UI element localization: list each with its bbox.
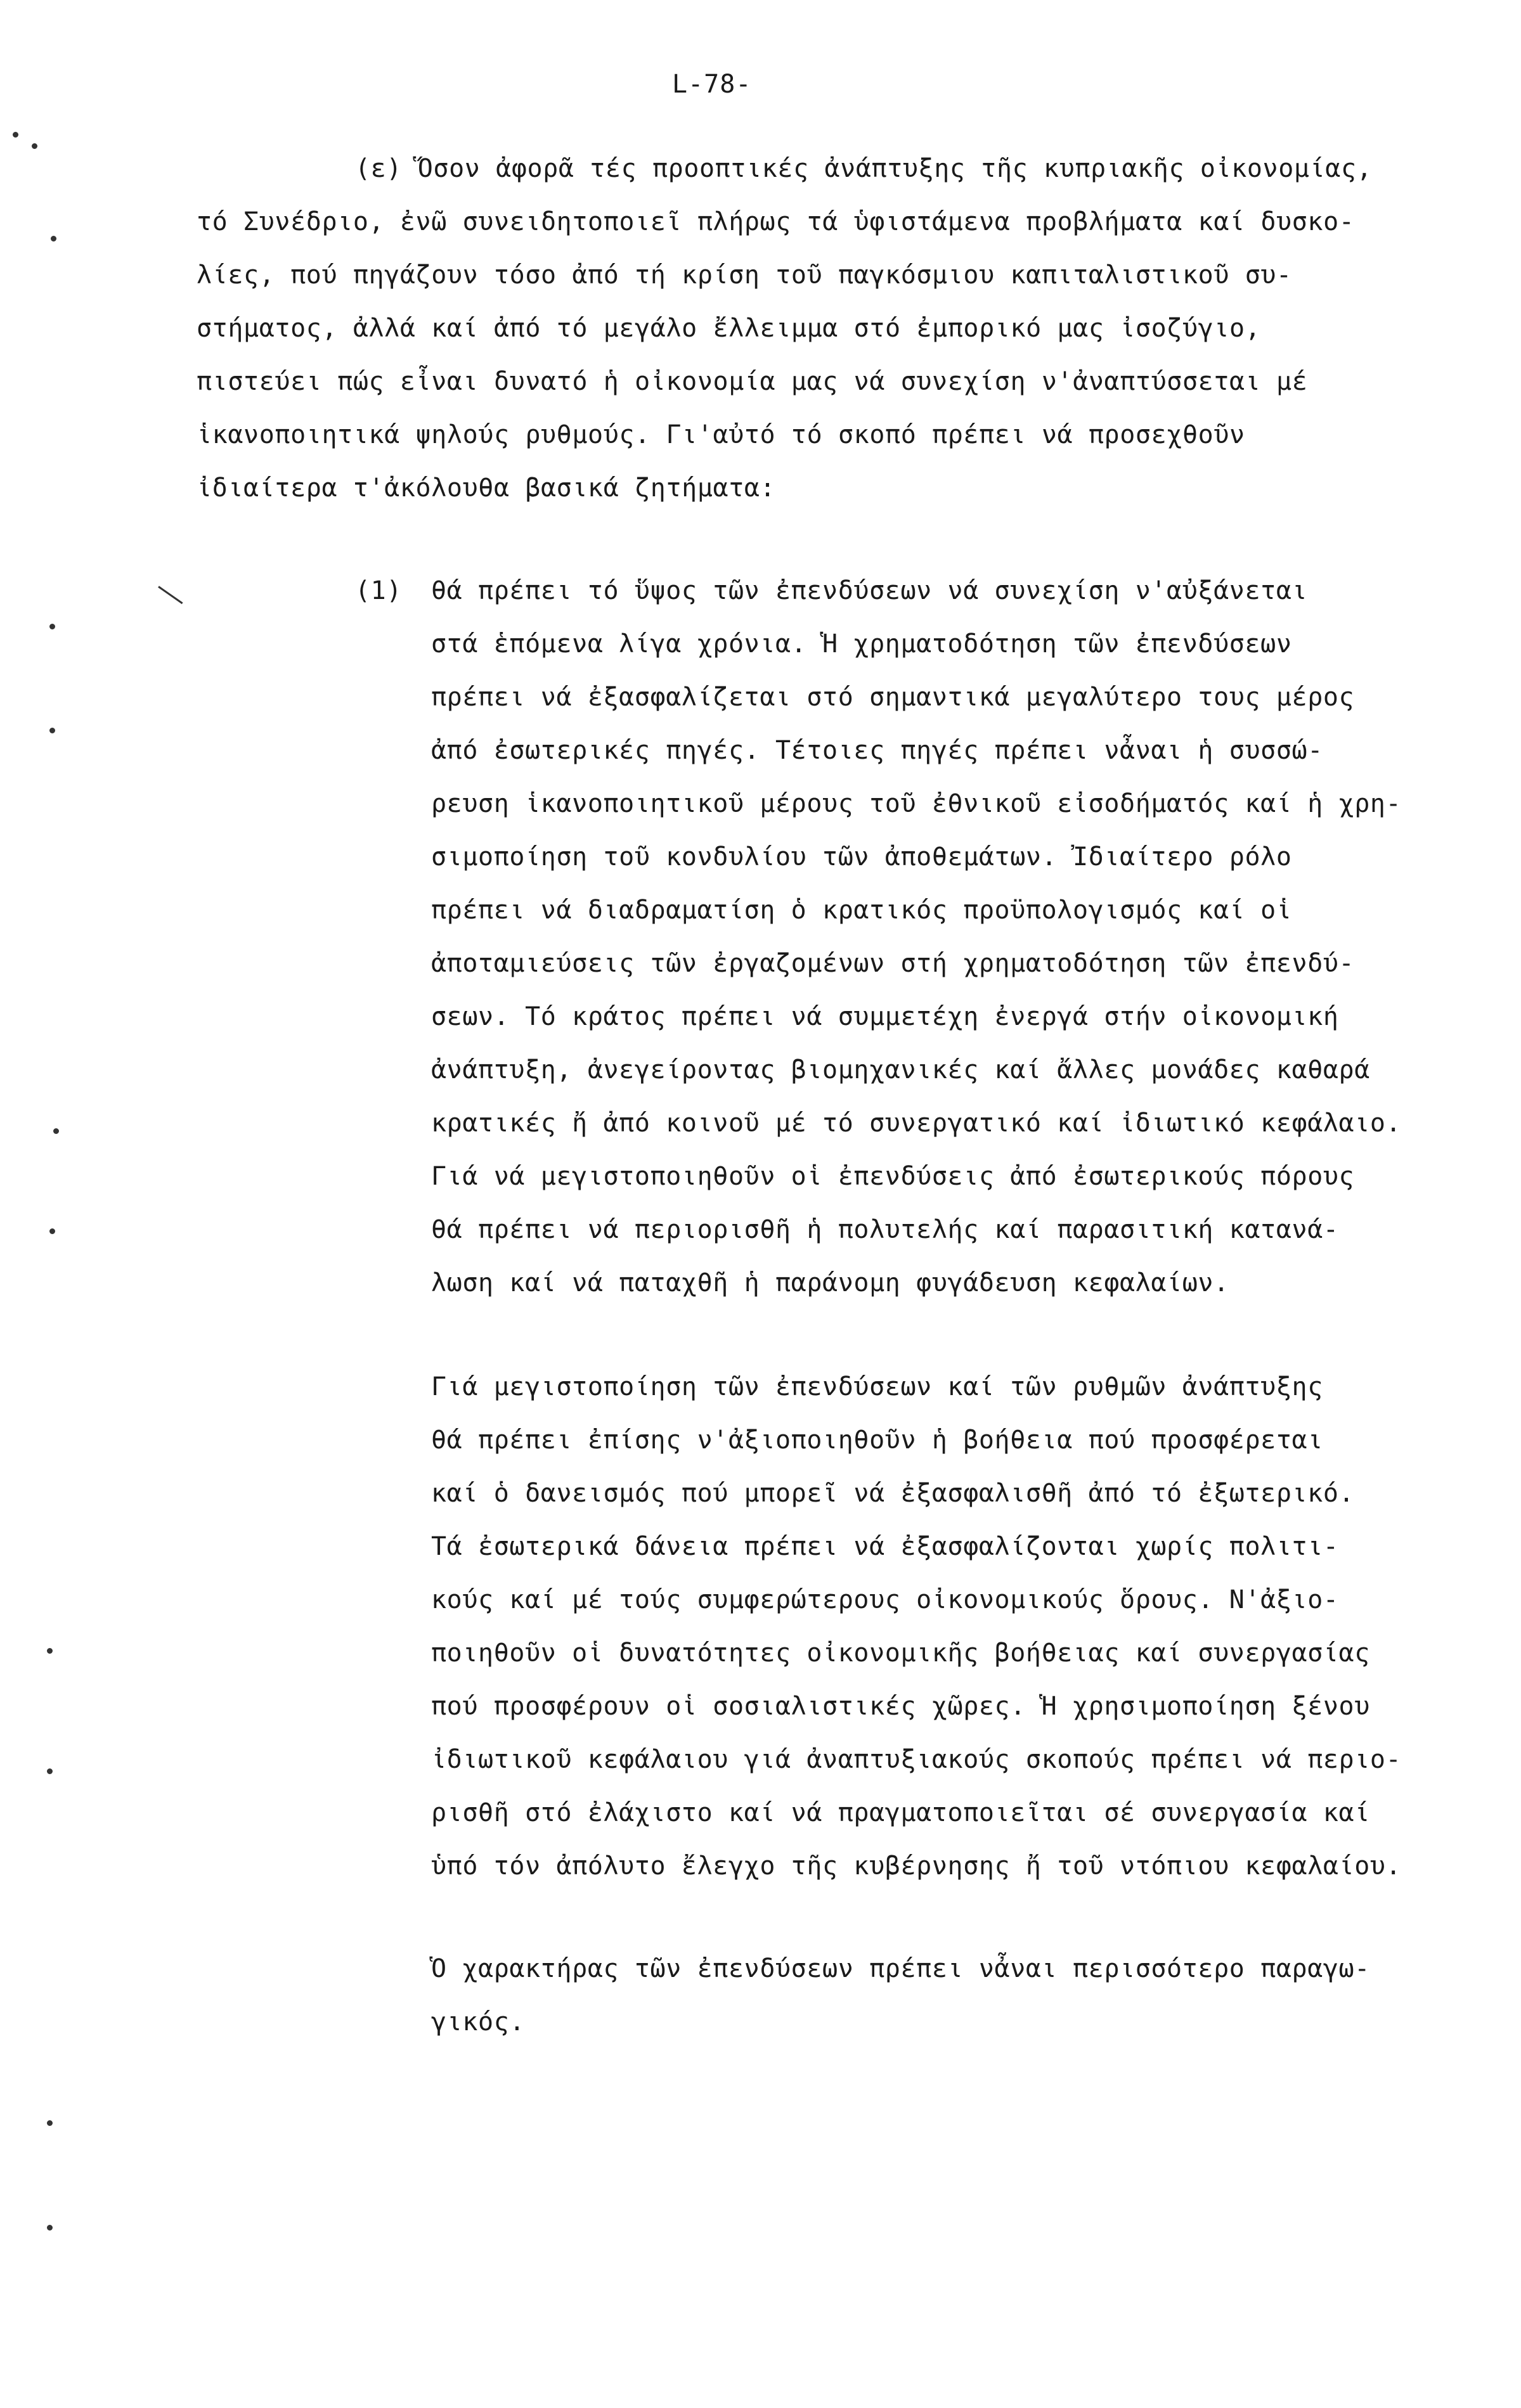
para-2-line-2: θά πρέπει ἐπίσης ν'ἀξιοποιηθοῦν ἡ βοήθεια πού προσφέρεται xyxy=(431,1426,1323,1455)
scan-mark xyxy=(49,728,55,733)
intro-line-6: ἱκανοποιητικά ψηλούς ρυθμούς. Γι'αὐτό τό σκοπό πρέπει νά προσεχθοῦν xyxy=(197,420,1245,449)
para-3-line-2: γικός. xyxy=(431,2007,526,2037)
para-2-line-8: ἰδιωτικοῦ κεφάλαιου γιά ἀναπτυξιακούς σκοπούς πρέπει νά περιο- xyxy=(431,1745,1402,1774)
para-3-line-1: Ὁ χαρακτήρας τῶν ἐπενδύσεων πρέπει νἆναι περισσότερο παραγω- xyxy=(431,1954,1370,1983)
intro-line-1: (ε) Ὅσον ἀφορᾶ τές προοπτικές ἀνάπτυξης τῆς κυπριακῆς οἰκονομίας, xyxy=(355,154,1373,183)
para-2-line-3: καί ὁ δανεισμός πού μπορεῖ νά ἐξασφαλισθῆ ἀπό τό ἐξωτερικό. xyxy=(431,1479,1355,1508)
item-1-line-1: θά πρέπει τό ὕψος τῶν ἐπενδύσεων νά συνεχίση ν'αὐξάνεται xyxy=(431,576,1308,605)
scan-mark xyxy=(47,2225,53,2231)
scan-mark xyxy=(47,1768,53,1774)
item-1-line-9: σεων. Τό κράτος πρέπει νά συμμετέχη ἐνεργά στήν οἰκονομική xyxy=(431,1002,1339,1031)
para-2-line-9: ρισθῆ στό ἐλάχιστο καί νά πραγματοποιεῖται σέ συνεργασία καί xyxy=(431,1798,1370,1827)
intro-line-7: ἰδιαίτερα τ'ἀκόλουθα βασικά ζητήματα: xyxy=(197,473,776,503)
item-1-line-8: ἀποταμιεύσεις τῶν ἐργαζομένων στή χρηματοδότηση τῶν ἐπενδύ- xyxy=(431,949,1355,978)
para-2-line-7: πού προσφέρουν οἱ σοσιαλιστικές χῶρες. Ἡ χρησιμοποίηση ξένου xyxy=(431,1692,1370,1721)
item-1-marker: (1) xyxy=(355,576,403,605)
scan-mark xyxy=(32,143,37,149)
para-2-line-5: κούς καί μέ τούς συμφερώτερους οἰκονομικούς ὅρους. Ν'ἀξιο- xyxy=(431,1585,1339,1614)
item-1-line-2: στά ἑπόμενα λίγα χρόνια. Ἡ χρηματοδότηση τῶν ἐπενδύσεων xyxy=(431,629,1292,659)
scan-mark xyxy=(53,1128,59,1134)
item-1-line-10: ἀνάπτυξη, ἀνεγείροντας βιομηχανικές καί ἄλλες μονάδες καθαρά xyxy=(431,1055,1370,1085)
intro-line-5: πιστεύει πώς εἶναι δυνατό ἡ οἰκονομία μας νά συνεχίση ν'ἀναπτύσσεται μέ xyxy=(197,367,1308,396)
para-2-line-10: ὑπό τόν ἀπόλυτο ἔλεγχο τῆς κυβέρνησης ἤ τοῦ ντόπιου κεφαλαίου. xyxy=(431,1851,1402,1881)
scan-mark xyxy=(49,624,55,629)
scan-mark xyxy=(51,236,56,241)
para-2-line-6: ποιηθοῦν οἱ δυνατότητες οἰκονομικῆς βοήθειας καί συνεργασίας xyxy=(431,1639,1370,1668)
item-1-line-11: κρατικές ἤ ἀπό κοινοῦ μέ τό συνεργατικό καί ἰδιωτικό κεφάλαιο. xyxy=(431,1109,1402,1138)
para-2-line-1: Γιά μεγιστοποίηση τῶν ἐπενδύσεων καί τῶν ρυθμῶν ἀνάπτυξης xyxy=(431,1372,1323,1401)
scan-mark xyxy=(47,2120,53,2126)
scan-mark xyxy=(158,586,183,604)
intro-line-3: λίες, πού πηγάζουν τόσο ἀπό τή κρίση τοῦ παγκόσμιου καπιταλιστικοῦ συ- xyxy=(197,261,1292,290)
intro-line-2: τό Συνέδριο, ἐνῶ συνειδητοποιεῖ πλήρως τά ὑφιστάμενα προβλήματα καί δυσκο- xyxy=(197,207,1355,236)
item-1-line-7: πρέπει νά διαδραματίση ὁ κρατικός προϋπολογισμός καί οἱ xyxy=(431,896,1292,925)
para-2-line-4: Τά ἐσωτερικά δάνεια πρέπει νά ἐξασφαλίζονται χωρίς πολιτι- xyxy=(431,1532,1339,1561)
item-1-line-13: θά πρέπει νά περιορισθῆ ἡ πολυτελής καί παρασιτική κατανά- xyxy=(431,1215,1339,1244)
item-1-line-14: λωση καί νά παταχθῆ ἡ παράνομη φυγάδευση κεφαλαίων. xyxy=(431,1268,1229,1297)
intro-line-4: στήματος, ἀλλά καί ἀπό τό μεγάλο ἔλλειμμα στό ἐμπορικό μας ἰσοζύγιο, xyxy=(197,314,1261,343)
scan-mark xyxy=(47,1648,53,1654)
scan-mark xyxy=(13,132,18,138)
item-1-line-4: ἀπό ἐσωτερικές πηγές. Τέτοιες πηγές πρέπει νἆναι ἡ συσσώ- xyxy=(431,736,1323,765)
item-1-line-6: σιμοποίηση τοῦ κονδυλίου τῶν ἀποθεμάτων. Ἰδιαίτερο ρόλο xyxy=(431,842,1292,872)
scan-mark xyxy=(49,1228,55,1234)
item-1-line-3: πρέπει νά ἐξασφαλίζεται στό σημαντικά μεγαλύτερο τους μέρος xyxy=(431,683,1355,712)
item-1-line-5: ρευση ἱκανοποιητικοῦ μέρους τοῦ ἐθνικοῦ εἰσοδήματός καί ἡ χρη- xyxy=(431,789,1402,818)
page-number: L-78- xyxy=(672,70,752,99)
item-1-line-12: Γιά νά μεγιστοποιηθοῦν οἱ ἐπενδύσεις ἀπό ἐσωτερικούς πόρους xyxy=(431,1162,1355,1191)
